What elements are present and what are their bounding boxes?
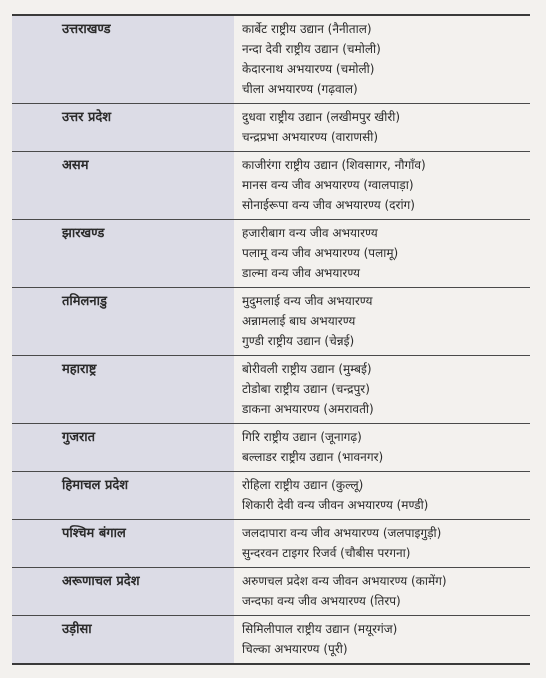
place-item: रोहिला राष्ट्रीय उद्यान (कुल्लू) — [242, 478, 364, 492]
state-name: तमिलनाडु — [12, 288, 234, 355]
place-item: नन्दा देवी राष्ट्रीय उद्यान (चमोली) — [242, 42, 381, 56]
place-item: मानस वन्य जीव अभयारण्य (ग्वालपाड़ा) — [242, 178, 414, 192]
table-row — [12, 288, 530, 356]
places-cell — [234, 520, 530, 567]
place-item: सिमिलीपाल राष्ट्रीय उद्यान (मयूरगंज) — [242, 622, 398, 636]
state-name: उत्तर प्रदेश — [12, 104, 234, 151]
place-item: डाकना अभयारण्य (अमरावती) — [242, 402, 374, 416]
place-item: डाल्मा वन्य जीव अभयारण्य — [242, 266, 360, 280]
place-item: चीला अभयारण्य (गढ़वाल) — [242, 82, 358, 96]
places-cell — [234, 220, 530, 287]
place-item: शिकारी देवी वन्य जीवन अभयारण्य (मण्डी) — [242, 498, 429, 512]
places-cell — [234, 568, 530, 615]
state-name: गुजरात — [12, 424, 234, 471]
table-row — [12, 424, 530, 472]
place-item: केदारनाथ अभयारण्य (चमोली) — [242, 62, 375, 76]
places-cell — [234, 472, 530, 519]
table-row — [12, 356, 530, 424]
place-item: अन्नामलाई बाघ अभयारण्य — [242, 314, 356, 328]
place-item: पलामू वन्य जीव अभयारण्य (पलामू) — [242, 246, 399, 260]
place-item: मुदुमलाई वन्य जीव अभयारण्य — [242, 294, 373, 308]
place-item: जन्दफा वन्य जीव अभयारण्य (तिरप) — [242, 594, 401, 608]
place-item: जलदापारा वन्य जीव अभयारण्य (जलपाइगुड़ी) — [242, 526, 442, 540]
place-item: गुण्डी राष्ट्रीय उद्यान (चेन्नई) — [242, 334, 355, 348]
places-cell — [234, 16, 530, 103]
places-cell — [234, 152, 530, 219]
place-item: बोरीवली राष्ट्रीय उद्यान (मुम्बई) — [242, 362, 372, 376]
place-item: चन्द्रप्रभा अभयारण्य (वाराणसी) — [242, 130, 378, 144]
place-item: सोनाईरूपा वन्य जीव अभयारण्य (दरांग) — [242, 198, 415, 212]
place-item: सुन्दरवन टाइगर रिजर्व (चौबीस परगना) — [242, 546, 411, 560]
state-name: असम — [12, 152, 234, 219]
place-item: बल्लाडर राष्ट्रीय उद्यान (भावनगर) — [242, 450, 384, 464]
state-name: महाराष्ट्र — [12, 356, 234, 423]
state-name: उड़ीसा — [12, 616, 234, 663]
place-item: काजीरंगा राष्ट्रीय उद्यान (शिवसागर, नौगाँव) — [242, 158, 426, 172]
table-row — [12, 520, 530, 568]
place-item: दुधवा राष्ट्रीय उद्यान (लखीमपुर खीरी) — [242, 110, 401, 124]
table-row — [12, 152, 530, 220]
places-cell — [234, 356, 530, 423]
state-name: उत्तराखण्ड — [12, 16, 234, 103]
table-row — [12, 616, 530, 663]
state-name: अरूणाचल प्रदेश — [12, 568, 234, 615]
table-row — [12, 220, 530, 288]
place-item: चिल्का अभयारण्य (पूरी) — [242, 642, 348, 656]
place-item: टोडोबा राष्ट्रीय उद्यान (चन्द्रपुर) — [242, 382, 370, 396]
sanctuary-table — [12, 14, 530, 665]
state-name: पश्चिम बंगाल — [12, 520, 234, 567]
table-row — [12, 568, 530, 616]
table-row — [12, 16, 530, 104]
state-name: हिमाचल प्रदेश — [12, 472, 234, 519]
place-item: गिरि राष्ट्रीय उद्यान (जूनागढ़) — [242, 430, 362, 444]
place-item: हजारीबाग वन्य जीव अभयारण्य — [242, 226, 378, 240]
place-item: कार्बेट राष्ट्रीय उद्यान (नैनीताल) — [242, 22, 372, 36]
places-cell — [234, 616, 530, 663]
place-item: अरुणचल प्रदेश वन्य जीवन अभयारण्य (कामेंग) — [242, 574, 447, 588]
places-cell — [234, 288, 530, 355]
state-name: झारखण्ड — [12, 220, 234, 287]
table-row — [12, 472, 530, 520]
table-row — [12, 104, 530, 152]
places-cell — [234, 104, 530, 151]
places-cell — [234, 424, 530, 471]
